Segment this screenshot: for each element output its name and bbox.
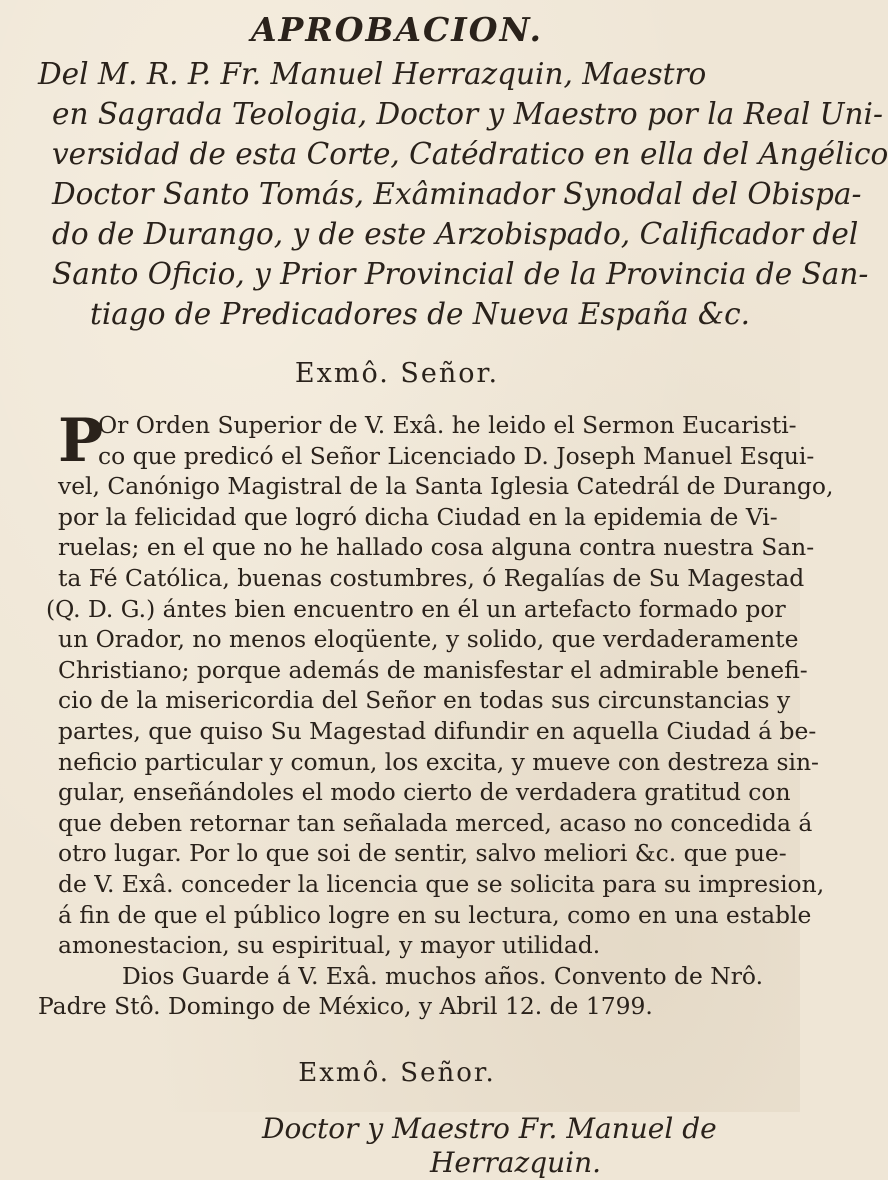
body-line: (Q. D. G.) ántes bien encuentro en él un artefacto formado por: [46, 594, 786, 623]
body-line: gular, enseñándoles el modo cierto de verdadera gratitud con: [58, 778, 791, 807]
body-line: á fin de que el público logre en su lectura, como en una estable: [58, 900, 812, 929]
body-line: ta Fé Católica, buenas costumbres, ó Regalías de Su Magestad: [58, 563, 805, 592]
body-line: Christiano; porque además de manisfestar el admirable benefi-: [58, 655, 808, 684]
signature-line: Herrazquin.: [430, 1145, 602, 1179]
body-line: amonestacion, su espiritual, y mayor utilidad.: [58, 931, 601, 960]
body-line: vel, Canónigo Magistral de la Santa Iglesia Catedrál de Durango,: [58, 472, 834, 501]
body-line: de V. Exâ. conceder la licencia que se solicita para su impresion,: [58, 869, 825, 898]
body-line: partes, que quiso Su Magestad difundir en aquella Ciudad á be-: [58, 716, 817, 745]
heading-line: tiago de Predicadores de Nueva España &c.: [90, 297, 751, 331]
heading-line: versidad de esta Corte, Catédratico en ella del Angélico: [52, 137, 888, 171]
closing-line: Padre Stô. Domingo de México, y Abril 12. de 1799.: [38, 992, 653, 1021]
salutation-closing: Exmô. Señor.: [298, 1057, 496, 1088]
heading-line: Doctor Santo Tomás, Exâminador Synodal del Obispa-: [52, 177, 862, 211]
signature-line: Doctor y Maestro Fr. Manuel de: [262, 1111, 717, 1145]
document-title: APROBACION.: [250, 10, 544, 49]
body-line: un Orador, no menos eloqüente, y solido, que verdaderamente: [58, 625, 799, 654]
signature-block: [38, 1112, 756, 1180]
heading-line: do de Durango, y de este Arzobispado, Calificador del: [52, 217, 859, 251]
body-line: que deben retornar tan señalada merced, acaso no concedida á: [58, 808, 813, 837]
heading-line: Santo Oficio, y Prior Provincial de la Provincia de San-: [52, 257, 869, 291]
body-line: ruelas; en el que no he hallado cosa alguna contra nuestra San-: [58, 533, 815, 562]
body-line: co que predicó el Señor Licenciado D. Joseph Manuel Esqui-: [98, 441, 815, 470]
body-line: cio de la misericordia del Señor en todas sus circunstancias y: [58, 686, 791, 715]
approbation-heading: [38, 54, 888, 334]
drop-cap: P: [58, 406, 104, 476]
salutation: Exmô. Señor.: [294, 358, 500, 389]
heading-line: en Sagrada Teologia, Doctor y Maestro por la Real Uni-: [52, 97, 883, 131]
closing-line: Dios Guarde á V. Exâ. muchos años. Convento de Nrô.: [122, 961, 764, 990]
body-line: Or Orden Superior de V. Exâ. he leido el Sermon Eucaristi-: [98, 411, 797, 439]
body-line: por la felicidad que logró dicha Ciudad en la epidemia de Vi-: [58, 502, 778, 531]
body-line: otro lugar. Por lo que soi de sentir, salvo meliori &c. que pue-: [58, 839, 787, 868]
heading-line: Del M. R. P. Fr. Manuel Herrazquin, Maestro: [38, 57, 707, 91]
approbation-body: [38, 406, 834, 1022]
body-line: neficio particular y comun, los excita, y mueve con destreza sin-: [58, 747, 819, 776]
